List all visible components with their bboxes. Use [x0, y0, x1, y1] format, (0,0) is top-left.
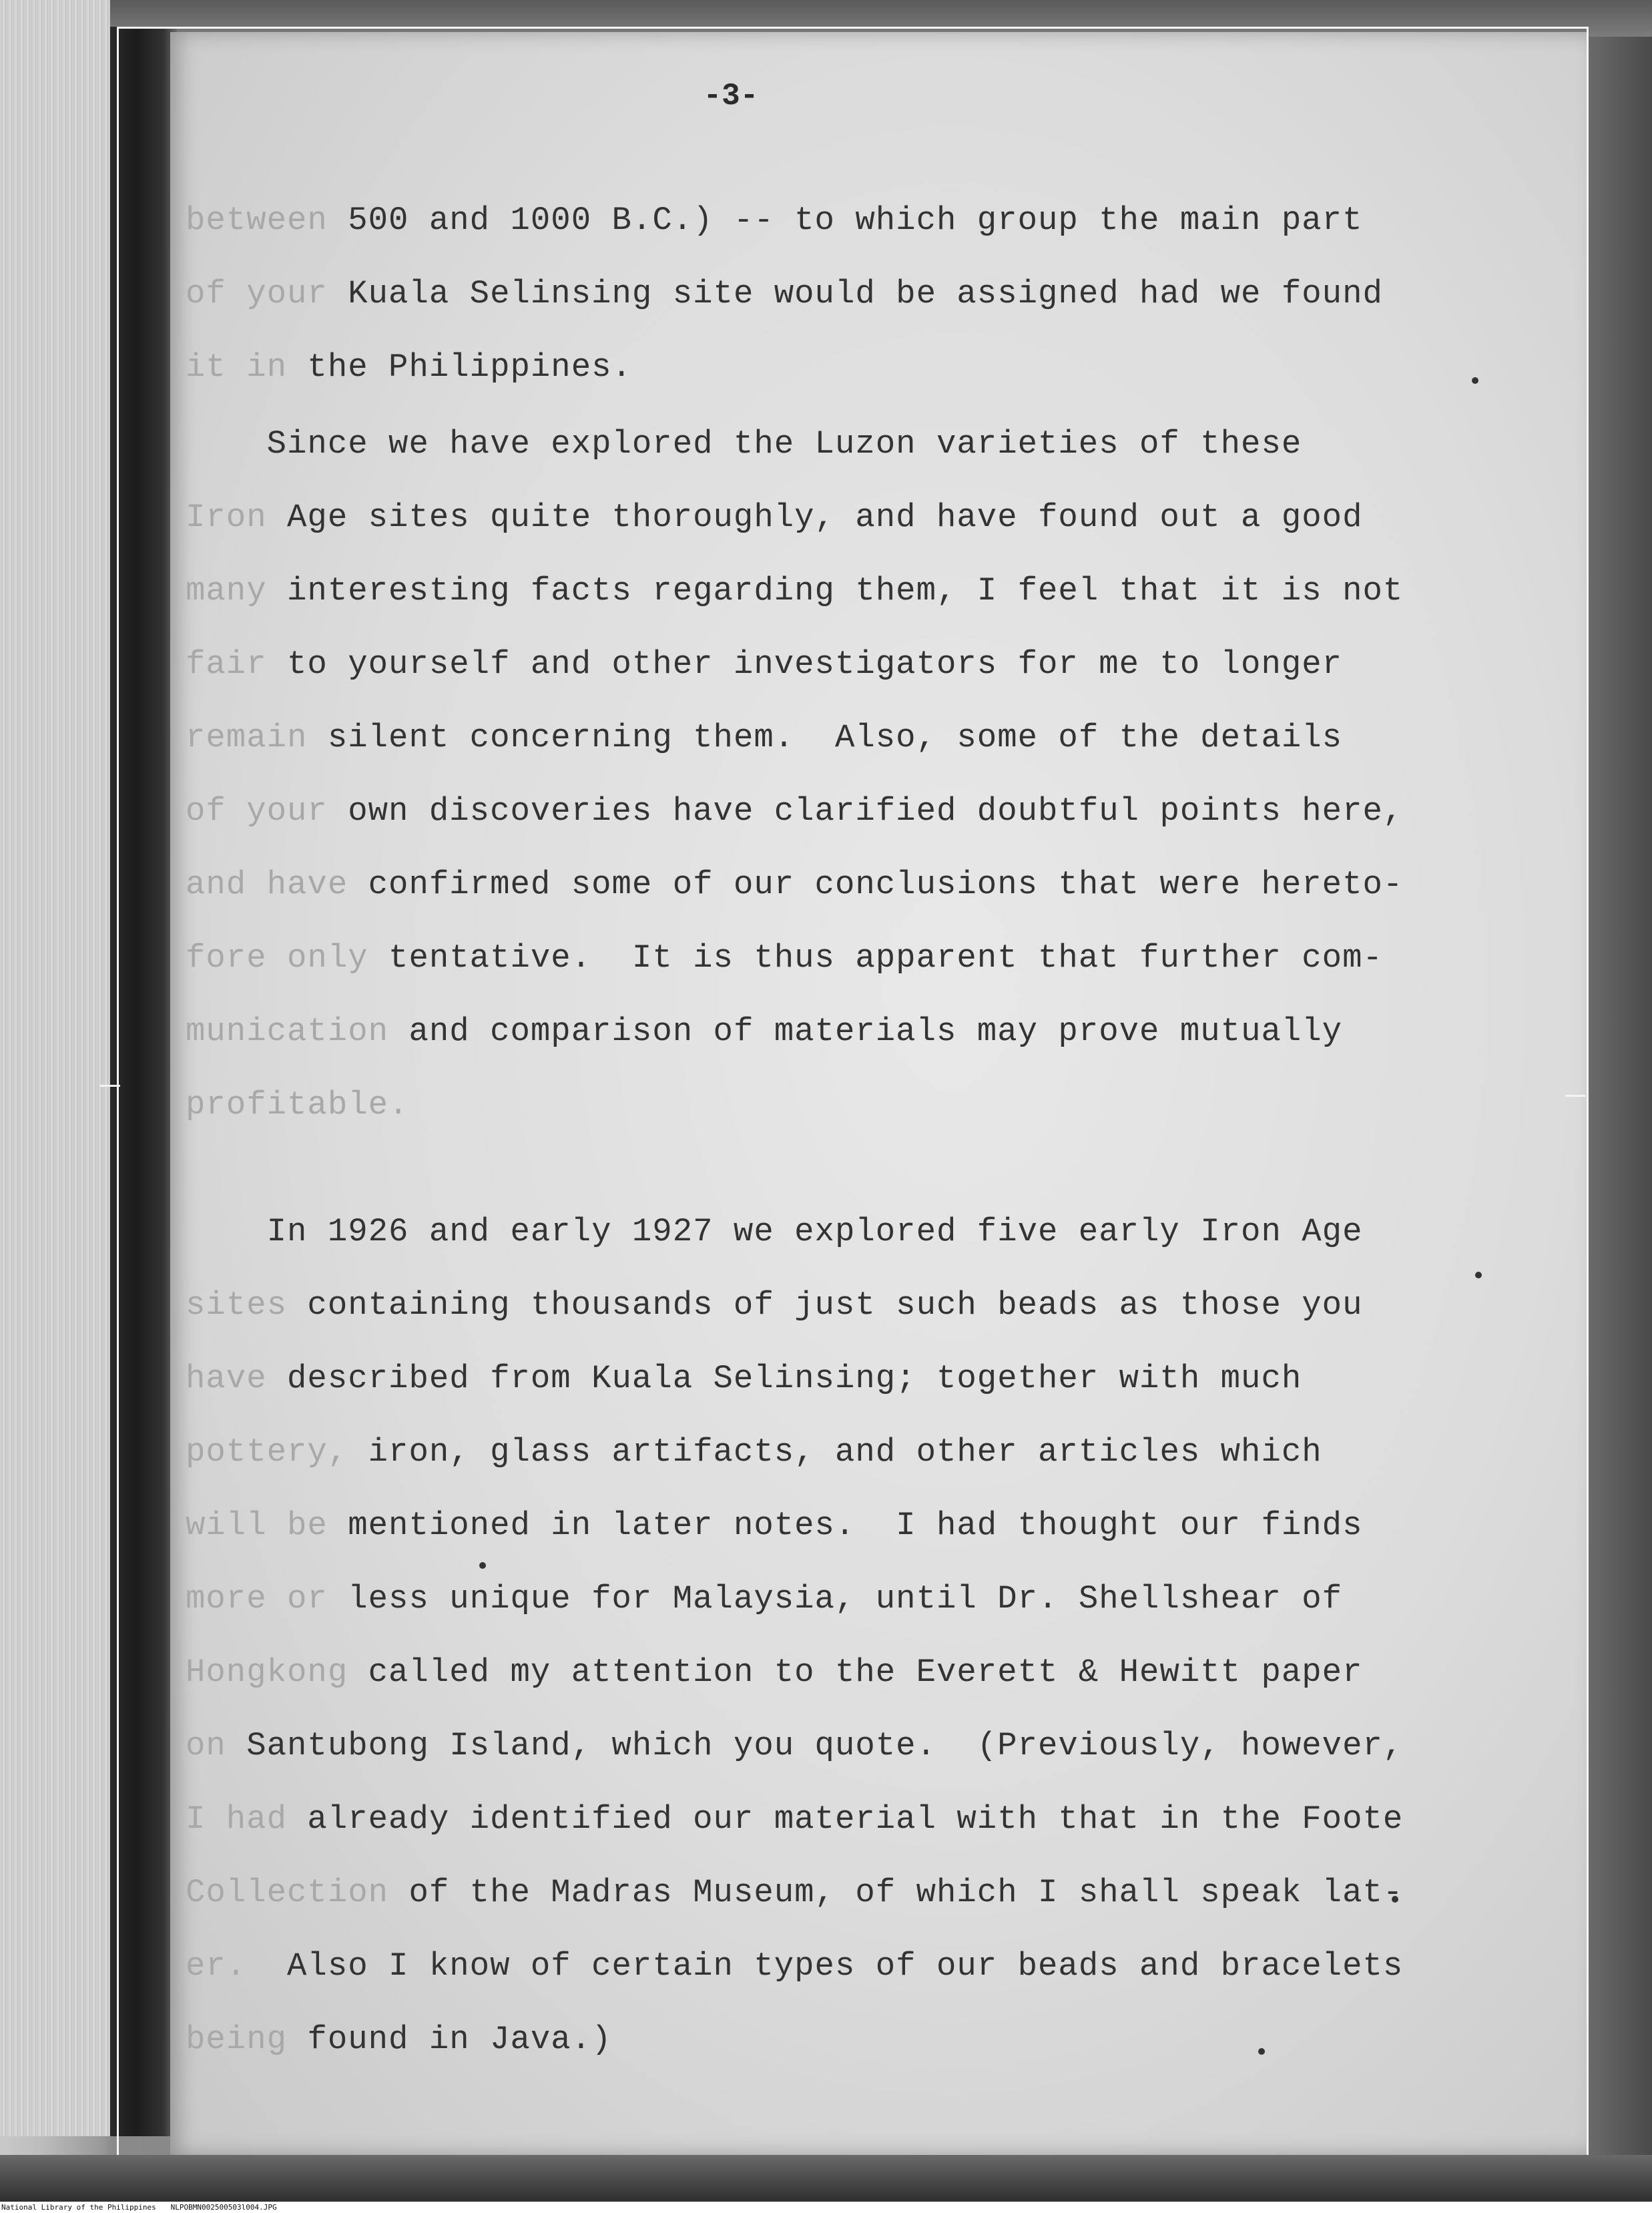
line-text: 500 and 1000 B.C.) -- to which group the main part — [327, 202, 1363, 239]
text-line — [186, 200, 1363, 240]
text-line — [186, 497, 1362, 537]
faded-margin-text: sites — [186, 1286, 288, 1324]
line-text: mentioned in later notes. I had thought our finds — [327, 1507, 1363, 1544]
line-text: Also I know of certain types of our beads and bracelets — [246, 1947, 1404, 1985]
faded-margin-text: er. — [186, 1947, 247, 1985]
text-line — [186, 1873, 1403, 1913]
faded-margin-text: Collection — [186, 1874, 389, 1911]
crop-mark-right — [1565, 1095, 1585, 1097]
faded-margin-text: Iron — [186, 499, 267, 536]
text-line — [186, 424, 1302, 464]
faded-margin-text: between — [186, 202, 328, 239]
text-line — [186, 1946, 1403, 1986]
text-line — [186, 2019, 612, 2059]
line-text: to yourself and other investigators for me to longer — [266, 646, 1343, 683]
line-text: less unique for Malaysia, until Dr. Shellshear of — [327, 1580, 1343, 1618]
line-text: Kuala Selinsing site would be assigned had we found — [327, 275, 1383, 312]
text-line — [186, 1011, 1342, 1051]
line-text: Age sites quite thoroughly, and have found out a good — [266, 499, 1363, 536]
page-number: -3- — [703, 79, 759, 113]
line-text: confirmed some of our conclusions that were hereto- — [348, 866, 1404, 903]
faded-margin-text: and have — [186, 866, 348, 903]
footer-file: NLPOBMN002500503l004.JPG — [170, 2203, 277, 2212]
faded-margin-text: remain — [186, 719, 308, 756]
line-text: own discoveries have clarified doubtful points here, — [327, 792, 1404, 830]
line-text: called my attention to the Everett & Hewitt paper — [348, 1654, 1363, 1691]
line-text: the Philippines. — [287, 348, 632, 386]
speck — [1472, 377, 1478, 384]
text-line — [186, 274, 1383, 314]
text-line — [186, 865, 1403, 905]
line-text: and comparison of materials may prove mutually — [388, 1013, 1343, 1050]
footer-library: National Library of the Philippines — [1, 2203, 156, 2212]
line-text: In 1926 and early 1927 we explored five early Iron Age — [186, 1213, 1363, 1250]
line-text: already identified our material with that in the Foote — [287, 1800, 1404, 1838]
crop-mark-left — [100, 1085, 120, 1087]
book-page-edges — [0, 0, 110, 2136]
text-line — [186, 1652, 1363, 1692]
line-text: iron, glass artifacts, and other articles which — [348, 1433, 1322, 1471]
faded-margin-text: on — [186, 1727, 226, 1764]
scan-bottom-band — [0, 2155, 1652, 2202]
speck — [1258, 2048, 1265, 2055]
faded-margin-text: being — [186, 2021, 288, 2058]
book-top-edge — [0, 0, 1652, 37]
text-line — [186, 1579, 1342, 1619]
text-line — [186, 1285, 1363, 1325]
faded-margin-text: of your — [186, 275, 328, 312]
line-text: interesting facts regarding them, I feel that it is not — [266, 572, 1404, 609]
speck — [479, 1562, 486, 1569]
faded-margin-text: profitable. — [186, 1086, 409, 1124]
text-line — [186, 791, 1403, 831]
text-line — [186, 1359, 1302, 1399]
speck — [1475, 1272, 1482, 1278]
text-line — [186, 1799, 1403, 1839]
line-text: tentative. It is thus apparent that further com- — [368, 939, 1383, 977]
text-line — [186, 938, 1383, 978]
faded-margin-text: pottery, — [186, 1433, 348, 1471]
footer-strip — [0, 2202, 1652, 2213]
faded-margin-text: have — [186, 1360, 267, 1397]
text-line — [186, 571, 1403, 611]
line-text: silent concerning them. Also, some of the details — [307, 719, 1343, 756]
binding-shadow — [110, 27, 177, 2136]
faded-margin-text: of your — [186, 792, 328, 830]
text-line — [186, 644, 1342, 684]
text-line — [186, 1726, 1403, 1766]
faded-margin-text: fore only — [186, 939, 368, 977]
faded-margin-text: it in — [186, 348, 288, 386]
faded-margin-text: will be — [186, 1507, 328, 1544]
faded-margin-text: I had — [186, 1800, 288, 1838]
faded-margin-text: many — [186, 572, 267, 609]
line-text: of the Madras Museum, of which I shall speak lat- — [388, 1874, 1404, 1911]
line-text: Santubong Island, which you quote. (Previously, however, — [226, 1727, 1404, 1764]
faded-margin-text: munication — [186, 1013, 389, 1050]
line-text: described from Kuala Selinsing; together with much — [266, 1360, 1302, 1397]
text-line — [186, 1505, 1363, 1545]
faded-margin-text: more or — [186, 1580, 328, 1618]
text-line — [186, 1085, 408, 1125]
line-text: Since we have explored the Luzon varieties of these — [186, 425, 1302, 463]
text-line — [186, 347, 632, 387]
line-text: containing thousands of just such beads as those you — [287, 1286, 1363, 1324]
line-text: found in Java.) — [287, 2021, 612, 2058]
text-line — [186, 1212, 1362, 1252]
text-line — [186, 718, 1342, 758]
faded-margin-text: fair — [186, 646, 267, 683]
text-line — [186, 1432, 1322, 1472]
faded-margin-text: Hongkong — [186, 1654, 348, 1691]
